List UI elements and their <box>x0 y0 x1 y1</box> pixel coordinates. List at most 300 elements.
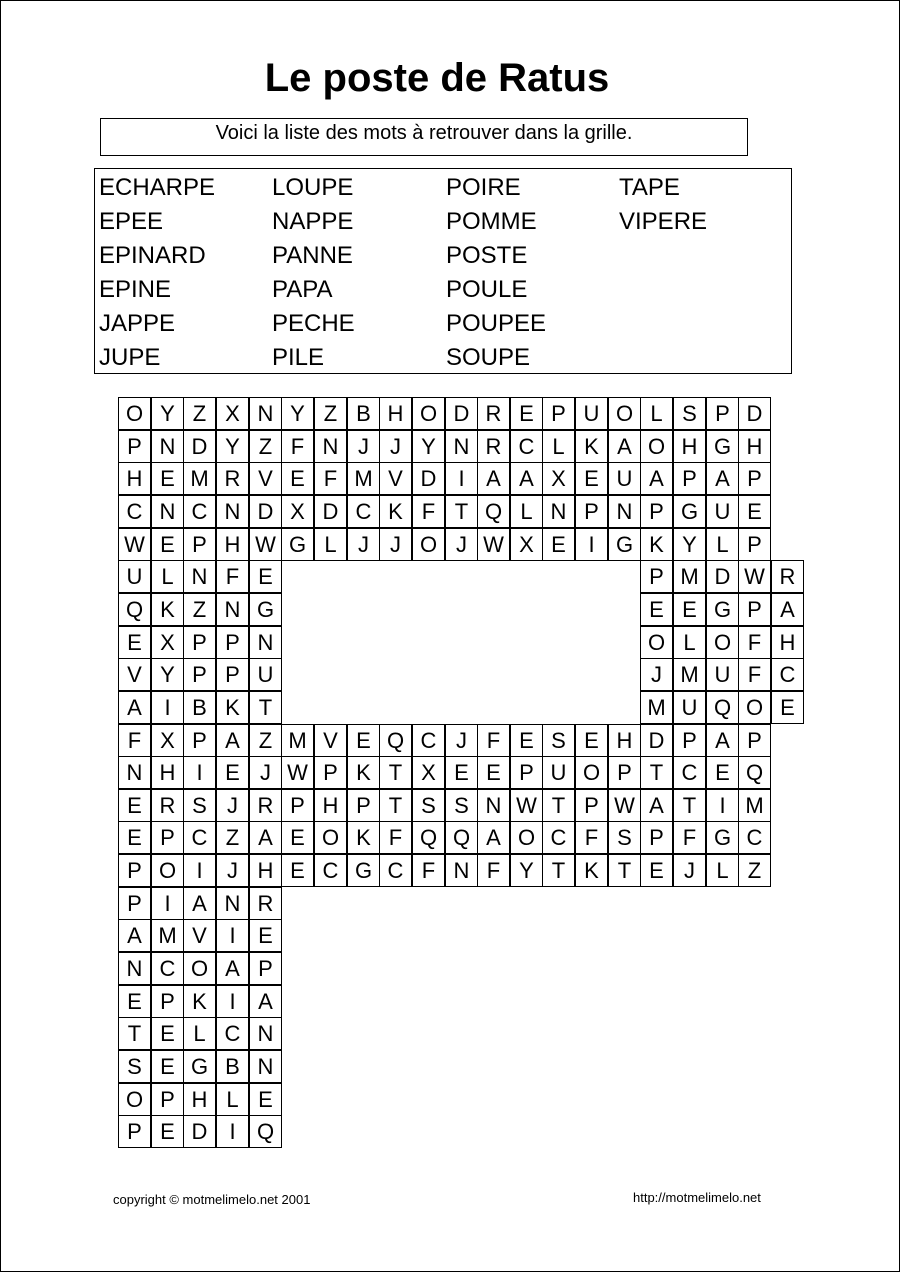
grid-cell: Z <box>738 854 771 887</box>
grid-cell: U <box>542 756 575 789</box>
grid-cell: Q <box>477 495 510 528</box>
grid-cell: P <box>347 789 380 822</box>
grid-cell: Y <box>151 397 184 430</box>
grid-cell: P <box>738 724 771 757</box>
grid-cell: Q <box>412 821 445 854</box>
grid-cell: X <box>151 724 184 757</box>
grid-cell: J <box>379 528 412 561</box>
grid-cell: O <box>640 626 673 659</box>
grid-cell: L <box>183 1017 216 1050</box>
grid-cell: E <box>281 821 314 854</box>
grid-cell: R <box>477 430 510 463</box>
grid-cell: I <box>151 691 184 724</box>
word-list-item: POULE <box>446 276 528 303</box>
grid-cell: C <box>183 495 216 528</box>
grid-cell: E <box>542 528 575 561</box>
grid-cell: I <box>216 985 249 1018</box>
grid-cell: N <box>249 1050 282 1083</box>
grid-cell: N <box>151 430 184 463</box>
grid-cell: O <box>118 397 151 430</box>
grid-cell: T <box>542 789 575 822</box>
grid-cell: H <box>608 724 641 757</box>
grid-cell: N <box>151 495 184 528</box>
grid-cell: C <box>673 756 706 789</box>
grid-cell: E <box>510 397 543 430</box>
grid-cell: G <box>608 528 641 561</box>
grid-cell: L <box>706 854 739 887</box>
grid-cell: T <box>249 691 282 724</box>
grid-cell: F <box>738 658 771 691</box>
grid-cell: A <box>249 985 282 1018</box>
grid-cell: Z <box>183 593 216 626</box>
grid-cell: P <box>183 626 216 659</box>
grid-cell: I <box>706 789 739 822</box>
grid-cell: Z <box>314 397 347 430</box>
grid-cell: C <box>542 821 575 854</box>
grid-cell: C <box>216 1017 249 1050</box>
grid-cell: G <box>706 593 739 626</box>
grid-cell: D <box>640 724 673 757</box>
grid-cell: J <box>379 430 412 463</box>
grid-cell: D <box>706 560 739 593</box>
word-list-item: SOUPE <box>446 344 531 371</box>
grid-cell: U <box>673 691 706 724</box>
grid-cell: P <box>706 397 739 430</box>
grid-cell: G <box>706 821 739 854</box>
grid-cell: J <box>216 854 249 887</box>
grid-cell: F <box>412 495 445 528</box>
grid-cell: Q <box>118 593 151 626</box>
grid-cell: T <box>608 854 641 887</box>
grid-cell: A <box>118 919 151 952</box>
grid-cell: Z <box>249 724 282 757</box>
grid-cell: M <box>673 560 706 593</box>
grid-cell: P <box>249 952 282 985</box>
grid-cell: E <box>281 854 314 887</box>
grid-cell: A <box>640 462 673 495</box>
word-list-item: PANNE <box>272 242 353 269</box>
grid-cell: P <box>118 887 151 920</box>
grid-cell: C <box>771 658 804 691</box>
grid-cell: E <box>151 528 184 561</box>
grid-cell: P <box>673 724 706 757</box>
grid-cell: E <box>771 691 804 724</box>
word-list-item: PECHE <box>272 310 355 337</box>
grid-cell: K <box>379 495 412 528</box>
grid-cell: V <box>183 919 216 952</box>
grid-cell: T <box>379 756 412 789</box>
grid-cell: M <box>183 462 216 495</box>
grid-cell: P <box>510 756 543 789</box>
grid-cell: N <box>216 593 249 626</box>
grid-cell: U <box>249 658 282 691</box>
grid-cell: A <box>183 887 216 920</box>
grid-cell: D <box>249 495 282 528</box>
grid-cell: I <box>151 887 184 920</box>
grid-cell: J <box>673 854 706 887</box>
grid-cell: S <box>445 789 478 822</box>
grid-cell: N <box>249 626 282 659</box>
grid-cell: S <box>183 789 216 822</box>
grid-cell: Q <box>445 821 478 854</box>
site-url: http://motmelimelo.net <box>633 1190 761 1205</box>
grid-cell: M <box>738 789 771 822</box>
grid-cell: E <box>151 1050 184 1083</box>
grid-cell: X <box>542 462 575 495</box>
grid-cell: N <box>216 887 249 920</box>
grid-cell: P <box>640 821 673 854</box>
grid-cell: O <box>412 528 445 561</box>
word-list-item: POUPEE <box>446 310 547 337</box>
grid-cell: J <box>445 528 478 561</box>
word-list-item: NAPPE <box>272 208 354 235</box>
grid-cell: P <box>216 626 249 659</box>
page-title: Le poste de Ratus <box>264 56 610 100</box>
grid-cell: G <box>706 430 739 463</box>
grid-cell: P <box>151 821 184 854</box>
grid-cell: Y <box>673 528 706 561</box>
grid-cell: F <box>118 724 151 757</box>
grid-cell: N <box>216 495 249 528</box>
word-list-item: PILE <box>272 344 325 371</box>
grid-cell: E <box>118 985 151 1018</box>
grid-cell: D <box>183 430 216 463</box>
grid-cell: E <box>281 462 314 495</box>
grid-cell: P <box>673 462 706 495</box>
grid-cell: P <box>118 430 151 463</box>
word-list-item: POSTE <box>446 242 528 269</box>
grid-cell: Z <box>183 397 216 430</box>
grid-cell: E <box>249 560 282 593</box>
grid-cell: P <box>151 985 184 1018</box>
grid-cell: W <box>118 528 151 561</box>
grid-cell: S <box>673 397 706 430</box>
grid-cell: I <box>216 1115 249 1148</box>
grid-cell: E <box>249 919 282 952</box>
grid-cell: H <box>249 854 282 887</box>
grid-cell: R <box>771 560 804 593</box>
grid-cell: A <box>608 430 641 463</box>
grid-cell: H <box>738 430 771 463</box>
grid-cell: Y <box>281 397 314 430</box>
grid-cell: E <box>673 593 706 626</box>
grid-cell: P <box>314 756 347 789</box>
grid-cell: O <box>706 626 739 659</box>
grid-cell: E <box>249 1083 282 1116</box>
grid-cell: H <box>118 462 151 495</box>
grid-cell: L <box>640 397 673 430</box>
grid-cell: E <box>151 1115 184 1148</box>
grid-cell: O <box>640 430 673 463</box>
grid-cell: P <box>738 528 771 561</box>
grid-cell: S <box>542 724 575 757</box>
grid-cell: P <box>575 495 608 528</box>
word-list-item: ECHARPE <box>99 174 216 201</box>
grid-cell: N <box>183 560 216 593</box>
grid-cell: C <box>738 821 771 854</box>
grid-cell: H <box>183 1083 216 1116</box>
grid-cell: W <box>738 560 771 593</box>
grid-cell: J <box>445 724 478 757</box>
word-list-item: JAPPE <box>99 310 176 337</box>
grid-cell: P <box>151 1083 184 1116</box>
grid-cell: X <box>412 756 445 789</box>
grid-cell: P <box>281 789 314 822</box>
grid-cell: N <box>314 430 347 463</box>
grid-cell: O <box>510 821 543 854</box>
grid-cell: B <box>216 1050 249 1083</box>
word-list-item: POIRE <box>446 174 521 201</box>
grid-cell: M <box>281 724 314 757</box>
grid-cell: W <box>249 528 282 561</box>
grid-cell: P <box>118 1115 151 1148</box>
grid-cell: A <box>477 821 510 854</box>
grid-cell: P <box>183 724 216 757</box>
grid-cell: E <box>477 756 510 789</box>
grid-cell: T <box>118 1017 151 1050</box>
grid-cell: O <box>608 397 641 430</box>
grid-cell: B <box>183 691 216 724</box>
grid-cell: L <box>542 430 575 463</box>
grid-cell: X <box>216 397 249 430</box>
grid-cell: L <box>510 495 543 528</box>
grid-cell: P <box>542 397 575 430</box>
grid-cell: C <box>151 952 184 985</box>
grid-cell: I <box>183 756 216 789</box>
grid-cell: V <box>379 462 412 495</box>
grid-cell: A <box>118 691 151 724</box>
grid-cell: X <box>281 495 314 528</box>
grid-cell: V <box>118 658 151 691</box>
grid-cell: F <box>281 430 314 463</box>
word-list-item: PAPA <box>272 276 333 303</box>
grid-cell: C <box>379 854 412 887</box>
grid-cell: P <box>183 658 216 691</box>
grid-cell: A <box>771 593 804 626</box>
word-list-item: POMME <box>446 208 537 235</box>
grid-cell: H <box>771 626 804 659</box>
grid-cell: P <box>640 495 673 528</box>
grid-cell: O <box>183 952 216 985</box>
grid-cell: Z <box>249 430 282 463</box>
grid-cell: A <box>640 789 673 822</box>
grid-cell: K <box>151 593 184 626</box>
grid-cell: L <box>151 560 184 593</box>
grid-cell: U <box>118 560 151 593</box>
grid-cell: A <box>249 821 282 854</box>
grid-cell: V <box>249 462 282 495</box>
grid-cell: Q <box>379 724 412 757</box>
grid-cell: C <box>118 495 151 528</box>
grid-cell: M <box>673 658 706 691</box>
grid-cell: F <box>575 821 608 854</box>
grid-cell: D <box>445 397 478 430</box>
grid-cell: M <box>347 462 380 495</box>
grid-cell: N <box>249 397 282 430</box>
grid-cell: N <box>542 495 575 528</box>
grid-cell: D <box>183 1115 216 1148</box>
grid-cell: A <box>477 462 510 495</box>
grid-cell: T <box>673 789 706 822</box>
instructions-text: Voici la liste des mots à retrouver dans la grille. <box>215 122 633 144</box>
grid-cell: F <box>477 854 510 887</box>
word-list-item: EPINE <box>99 276 172 303</box>
grid-cell: T <box>445 495 478 528</box>
grid-cell: Y <box>510 854 543 887</box>
grid-cell: J <box>249 756 282 789</box>
grid-cell: E <box>640 593 673 626</box>
grid-cell: O <box>412 397 445 430</box>
grid-cell: P <box>738 593 771 626</box>
grid-cell: S <box>608 821 641 854</box>
grid-cell: E <box>575 462 608 495</box>
grid-cell: I <box>445 462 478 495</box>
word-list-item: EPEE <box>99 208 164 235</box>
grid-cell: K <box>640 528 673 561</box>
grid-cell: N <box>608 495 641 528</box>
grid-cell: L <box>706 528 739 561</box>
grid-cell: Y <box>216 430 249 463</box>
grid-cell: T <box>640 756 673 789</box>
grid-cell: K <box>575 430 608 463</box>
grid-cell: R <box>249 887 282 920</box>
grid-cell: I <box>575 528 608 561</box>
grid-cell: H <box>151 756 184 789</box>
grid-cell: K <box>575 854 608 887</box>
grid-cell: A <box>216 724 249 757</box>
grid-cell: L <box>216 1083 249 1116</box>
grid-cell: P <box>608 756 641 789</box>
grid-cell: O <box>151 854 184 887</box>
grid-cell: V <box>314 724 347 757</box>
grid-cell: Y <box>151 658 184 691</box>
grid-cell: M <box>640 691 673 724</box>
grid-cell: Q <box>706 691 739 724</box>
grid-cell: O <box>575 756 608 789</box>
grid-cell: U <box>608 462 641 495</box>
grid-cell: F <box>673 821 706 854</box>
grid-cell: P <box>738 462 771 495</box>
grid-cell: P <box>575 789 608 822</box>
grid-cell: F <box>412 854 445 887</box>
grid-cell: N <box>445 430 478 463</box>
grid-cell: P <box>640 560 673 593</box>
grid-cell: Q <box>249 1115 282 1148</box>
copyright-notice: copyright © motmelimelo.net 2001 <box>113 1192 311 1207</box>
grid-cell: T <box>542 854 575 887</box>
grid-cell: M <box>151 919 184 952</box>
grid-cell: E <box>118 626 151 659</box>
grid-cell: N <box>118 756 151 789</box>
grid-cell: O <box>738 691 771 724</box>
grid-cell: C <box>314 854 347 887</box>
grid-cell: E <box>738 495 771 528</box>
grid-cell: W <box>281 756 314 789</box>
word-list-item: EPINARD <box>99 242 206 269</box>
grid-cell: C <box>183 821 216 854</box>
grid-cell: H <box>314 789 347 822</box>
grid-cell: A <box>706 462 739 495</box>
grid-cell: D <box>412 462 445 495</box>
grid-cell: E <box>575 724 608 757</box>
grid-cell: D <box>738 397 771 430</box>
grid-cell: H <box>216 528 249 561</box>
grid-cell: R <box>151 789 184 822</box>
grid-cell: R <box>249 789 282 822</box>
grid-cell: J <box>347 528 380 561</box>
grid-cell: F <box>379 821 412 854</box>
grid-cell: K <box>347 821 380 854</box>
grid-cell: H <box>673 430 706 463</box>
grid-cell: N <box>249 1017 282 1050</box>
grid-cell: G <box>249 593 282 626</box>
grid-cell: F <box>314 462 347 495</box>
grid-cell: P <box>118 854 151 887</box>
grid-cell: R <box>477 397 510 430</box>
grid-cell: X <box>510 528 543 561</box>
grid-cell: X <box>151 626 184 659</box>
grid-cell: E <box>216 756 249 789</box>
grid-cell: B <box>347 397 380 430</box>
grid-cell: P <box>183 528 216 561</box>
grid-cell: I <box>216 919 249 952</box>
word-list-item: LOUPE <box>272 174 354 201</box>
grid-cell: C <box>412 724 445 757</box>
grid-cell: F <box>216 560 249 593</box>
grid-cell: W <box>608 789 641 822</box>
grid-cell: C <box>510 430 543 463</box>
grid-cell: C <box>347 495 380 528</box>
grid-cell: G <box>281 528 314 561</box>
grid-cell: E <box>151 462 184 495</box>
grid-cell: K <box>347 756 380 789</box>
grid-cell: E <box>118 789 151 822</box>
grid-cell: N <box>477 789 510 822</box>
grid-cell: F <box>738 626 771 659</box>
grid-cell: E <box>347 724 380 757</box>
grid-cell: E <box>445 756 478 789</box>
grid-cell: I <box>183 854 216 887</box>
grid-cell: D <box>314 495 347 528</box>
grid-cell: L <box>314 528 347 561</box>
grid-cell: E <box>706 756 739 789</box>
grid-cell: T <box>379 789 412 822</box>
grid-cell: U <box>706 495 739 528</box>
word-list-item: TAPE <box>619 174 680 201</box>
grid-cell: A <box>510 462 543 495</box>
grid-cell: Q <box>738 756 771 789</box>
grid-cell: R <box>216 462 249 495</box>
grid-cell: S <box>412 789 445 822</box>
grid-cell: K <box>216 691 249 724</box>
grid-cell: H <box>379 397 412 430</box>
word-list-item: VIPERE <box>619 208 708 235</box>
grid-cell: K <box>183 985 216 1018</box>
grid-cell: O <box>118 1083 151 1116</box>
grid-cell: U <box>706 658 739 691</box>
grid-cell: N <box>445 854 478 887</box>
grid-cell: F <box>477 724 510 757</box>
word-list-item: JUPE <box>99 344 161 371</box>
grid-cell: P <box>216 658 249 691</box>
grid-cell: J <box>216 789 249 822</box>
grid-cell: O <box>314 821 347 854</box>
grid-cell: N <box>118 952 151 985</box>
grid-cell: G <box>673 495 706 528</box>
grid-cell: E <box>151 1017 184 1050</box>
grid-cell: G <box>183 1050 216 1083</box>
grid-cell: U <box>575 397 608 430</box>
